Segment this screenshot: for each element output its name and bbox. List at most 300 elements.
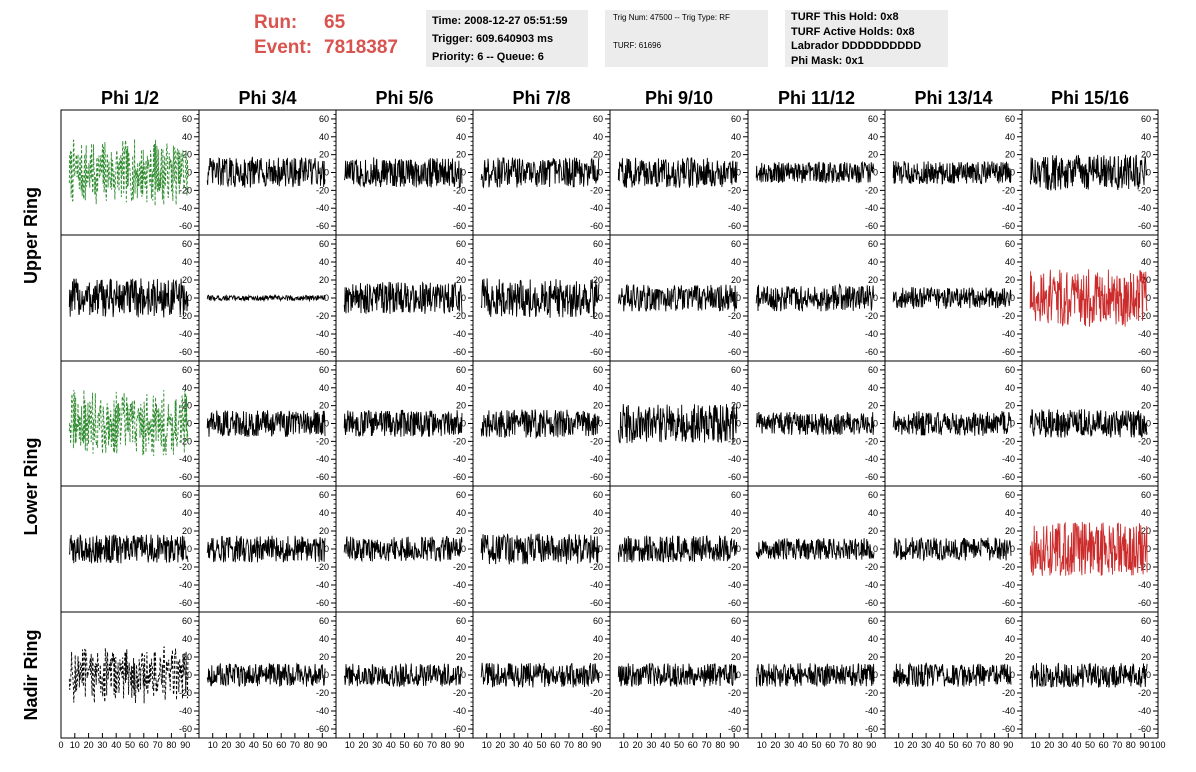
x-tick-label: 60 [138,740,149,750]
y-tick-label: 0 [460,544,466,554]
y-tick-label: 0 [186,418,192,429]
y-tick-label: 20 [730,652,741,662]
y-tick-label: -60 [315,221,329,232]
y-tick-label: 40 [455,382,466,393]
panel-frame [199,110,336,235]
column-header-7: Phi 13/14 [914,88,993,108]
panel-frame [1022,361,1158,486]
waveform-r2-c6 [756,285,874,312]
y-tick-label: -40 [315,580,329,590]
ring-label-1: Upper Ring [21,187,41,284]
y-tick-label: 40 [730,257,741,267]
y-tick-label: 0 [872,293,878,303]
y-tick-label: 60 [867,113,878,124]
x-tick-label: 30 [509,740,520,750]
column-header-4: Phi 7/8 [512,88,571,108]
y-tick-label: 40 [1140,508,1151,518]
y-tick-label: -20 [1001,311,1015,321]
x-tick-label: 20 [1044,740,1055,750]
y-tick-label: 0 [872,167,878,178]
labrador-text: Labrador DDDDDDDDDD [791,40,922,52]
y-tick-label: -60 [315,724,329,734]
waveform-r2-c3 [344,282,462,314]
y-tick-label: -40 [178,580,192,590]
y-tick-label: 0 [186,293,192,303]
y-tick-label: 60 [1004,113,1015,124]
y-tick-label: 20 [592,275,603,285]
y-tick-label: 0 [872,670,878,680]
x-tick-label: 80 [1125,740,1136,750]
priority-text: Priority: 6 -- Queue: 6 [432,51,544,63]
y-tick-label: 20 [730,400,741,411]
waveform-r1-c2 [207,157,325,187]
y-tick-label: -20 [1137,562,1151,572]
x-tick-label: 10 [344,740,355,750]
x-tick-label: 90 [729,740,740,750]
y-tick-label: 40 [592,508,603,518]
y-tick-label: 60 [867,364,878,375]
y-tick-label: 60 [730,364,741,375]
x-tick-label: 20 [358,740,369,750]
y-tick-label: -20 [452,311,466,321]
trigger-text: Trigger: 609.640903 ms [432,33,554,45]
y-tick-label: 60 [730,616,741,626]
y-tick-label: 40 [455,131,466,142]
x-tick-label: 60 [276,740,287,750]
y-tick-label: 60 [1140,113,1151,124]
y-tick-label: -40 [589,580,603,590]
column-header-3: Phi 5/6 [375,88,434,108]
y-tick-label: -20 [589,185,603,196]
y-tick-label: -40 [727,203,741,214]
y-tick-label: 0 [1009,544,1015,554]
waveform-r3-c1 [69,390,188,456]
y-tick-label: 20 [730,149,741,160]
turf-this-hold-text: TURF This Hold: 0x8 [791,11,899,23]
y-tick-label: -40 [864,203,878,214]
y-tick-label: -40 [178,329,192,339]
y-tick-label: -40 [452,329,466,339]
y-tick-label: 20 [867,149,878,160]
y-tick-label: 0 [460,293,466,303]
y-tick-label: -20 [452,436,466,447]
waveform-r1-c7 [893,161,1011,184]
y-tick-label: 0 [323,293,329,303]
y-tick-label: -60 [452,221,466,232]
y-tick-label: 20 [867,400,878,411]
y-tick-label: 40 [318,131,329,142]
y-tick-label: 40 [318,508,329,518]
y-tick-label: 20 [1140,149,1151,160]
y-tick-label: 20 [1004,652,1015,662]
y-tick-label: 0 [872,418,878,429]
x-tick-label: 70 [975,740,986,750]
y-tick-label: -60 [1137,347,1151,357]
y-tick-label: 0 [186,544,192,554]
y-tick-label: 0 [186,167,192,178]
y-tick-label: -40 [1001,706,1015,716]
x-tick-label: 80 [989,740,1000,750]
x-tick-label: 20 [221,740,232,750]
turf-active-holds-text: TURF Active Holds: 0x8 [791,25,915,38]
y-tick-label: 0 [1009,670,1015,680]
y-tick-label: 60 [1004,490,1015,500]
y-tick-label: -20 [178,185,192,196]
y-tick-label: -60 [589,472,603,483]
y-tick-label: 40 [1004,508,1015,518]
waveform-r3-c6 [756,412,874,435]
y-tick-label: -40 [727,580,741,590]
waveform-r3-c4 [481,410,599,438]
y-tick-label: 20 [455,149,466,160]
y-tick-label: -20 [864,436,878,447]
y-tick-label: -40 [727,454,741,465]
column-header-1: Phi 1/2 [100,88,160,108]
y-tick-label: 40 [455,508,466,518]
y-tick-label: 60 [1140,616,1151,626]
x-tick-label: 30 [1057,740,1068,750]
y-tick-label: -20 [1001,436,1015,447]
y-tick-label: -20 [727,688,741,698]
y-tick-label: -40 [1137,580,1151,590]
x-tick-label: 20 [632,740,643,750]
y-tick-label: 60 [181,239,192,249]
x-tick-label: 70 [426,740,437,750]
waveform-r3-c3 [344,410,462,437]
waveform-r2-c5 [618,285,737,312]
y-tick-label: 0 [1145,167,1151,178]
y-tick-label: 40 [730,508,741,518]
waveform-r1-c1 [69,139,188,206]
waveform-r1-c3 [344,157,462,187]
x-tick-label: 50 [124,740,136,750]
y-tick-label: 60 [592,364,603,375]
waveform-r5-c4 [481,663,599,688]
y-tick-label: -20 [178,311,192,321]
y-tick-label: -60 [452,724,466,734]
y-tick-label: 0 [460,670,466,680]
x-tick-label: 90 [454,740,465,750]
y-tick-label: 60 [1004,239,1015,249]
x-tick-label: 60 [687,740,698,750]
trig-num-text: Trig Num: 47500 -- Trig Type: RF [613,13,730,22]
y-tick-label: 20 [318,652,329,662]
waveform-r3-c2 [207,410,325,437]
y-tick-label: 40 [1004,257,1015,267]
y-tick-label: -60 [727,221,741,232]
waveform-r1-c6 [756,162,874,183]
y-tick-label: 20 [181,400,192,411]
y-tick-label: 20 [181,652,192,662]
y-tick-label: 60 [181,490,192,500]
y-tick-label: -40 [1001,329,1015,339]
x-tick-label: 80 [166,740,177,750]
y-tick-label: -20 [178,562,192,572]
y-tick-label: -20 [864,688,878,698]
run-value: 65 [324,12,346,33]
x-tick-label: 60 [550,740,561,750]
waveform-r2-c7 [893,287,1011,309]
y-tick-label: 40 [730,131,741,142]
y-tick-label: -20 [315,311,329,321]
y-tick-label: 60 [867,616,878,626]
y-tick-label: 60 [730,490,741,500]
y-tick-label: 60 [318,113,329,124]
y-tick-label: 0 [1145,293,1151,303]
waveform-r1-c4 [481,157,599,187]
x-tick-label: 70 [289,740,300,750]
y-tick-label: 40 [1140,131,1151,142]
y-tick-label: 60 [1140,490,1151,500]
y-tick-label: 20 [181,275,192,285]
y-tick-label: 0 [186,670,192,680]
column-header-8: Phi 15/16 [1050,88,1130,108]
y-tick-label: 40 [318,382,329,393]
y-tick-label: -60 [178,221,192,232]
y-tick-label: 40 [1140,634,1151,644]
x-tick-label: 90 [1139,740,1150,750]
y-tick-label: -20 [727,562,741,572]
y-tick-label: 60 [730,239,741,249]
y-tick-label: 60 [592,239,603,249]
x-tick-label: 30 [372,740,383,750]
y-tick-label: -60 [178,347,192,357]
y-tick-label: -60 [864,724,878,734]
y-tick-label: -20 [589,436,603,447]
y-tick-label: 20 [455,652,466,662]
y-tick-label: 40 [730,382,741,393]
x-tick-label: 40 [111,740,122,750]
y-tick-label: -20 [727,311,741,321]
y-tick-label: -20 [589,311,603,321]
turf-text: TURF: 61696 [613,41,662,50]
x-tick-label: 100 [1150,740,1166,750]
y-tick-label: -60 [864,221,878,232]
y-tick-label: -20 [178,436,192,447]
y-tick-label: 40 [455,634,466,644]
y-tick-label: 20 [1140,400,1151,411]
y-tick-label: 60 [592,490,603,500]
y-tick-label: 20 [1004,275,1015,285]
y-tick-label: -60 [452,598,466,608]
y-tick-label: -60 [1137,472,1151,483]
y-tick-label: 20 [1140,526,1151,536]
x-tick-label: 20 [907,740,918,750]
waveform-r4-c4 [481,534,599,565]
y-tick-label: 0 [323,544,329,554]
column-header-5: Phi 9/10 [644,88,714,108]
waveform-r5-c1 [69,647,188,704]
y-tick-label: 60 [1140,239,1151,249]
x-tick-label: 10 [69,740,80,750]
y-tick-label: -60 [864,472,878,483]
y-tick-label: -60 [315,472,329,483]
x-tick-label: 30 [97,740,108,750]
y-tick-label: 60 [592,113,603,124]
x-tick-label: 90 [866,740,877,750]
y-tick-label: -40 [864,706,878,716]
x-tick-label: 40 [660,740,671,750]
y-tick-label: 20 [730,275,741,285]
waveform-r3-c7 [893,411,1011,436]
y-tick-label: -40 [1001,454,1015,465]
y-tick-label: 40 [181,634,192,644]
column-header-6: Phi 11/12 [777,88,856,108]
x-tick-label: 30 [235,740,246,750]
y-tick-label: 0 [735,293,741,303]
y-tick-label: -20 [1001,562,1015,572]
y-tick-label: 20 [318,526,329,536]
y-tick-label: -20 [864,311,878,321]
y-tick-label: -40 [864,329,878,339]
waveform-r5-c2 [207,663,325,686]
waveform-r3-c8 [1030,409,1147,437]
y-tick-label: -40 [727,329,741,339]
x-tick-label: 40 [385,740,396,750]
y-tick-label: -40 [315,706,329,716]
y-tick-label: -40 [452,454,466,465]
y-tick-label: 0 [1145,670,1151,680]
y-tick-label: 0 [735,418,741,429]
x-tick-label: 90 [180,740,191,750]
waveform-r5-c7 [893,663,1011,686]
x-tick-label: 30 [784,740,795,750]
y-tick-label: 40 [181,131,192,142]
ring-label-2: Lower Ring [21,437,41,536]
y-tick-label: 20 [1004,400,1015,411]
x-tick-label: 70 [1112,740,1123,750]
y-tick-label: 60 [455,616,466,626]
y-tick-label: 60 [1004,364,1015,375]
y-tick-label: -60 [178,598,192,608]
x-tick-label: 70 [152,740,163,750]
y-tick-label: 40 [318,257,329,267]
x-tick-label: 40 [1071,740,1082,750]
x-tick-label: 50 [673,740,685,750]
x-tick-label: 90 [591,740,602,750]
x-tick-label: 10 [481,740,492,750]
y-tick-label: 0 [597,167,603,178]
waveform-r3-c5 [618,404,737,443]
y-tick-label: -60 [1137,598,1151,608]
y-tick-label: -20 [1137,436,1151,447]
y-tick-label: -40 [1001,580,1015,590]
y-tick-label: 60 [318,490,329,500]
y-tick-label: 0 [460,167,466,178]
y-tick-label: -40 [1137,329,1151,339]
y-tick-label: -40 [1137,706,1151,716]
y-tick-label: 20 [318,149,329,160]
x-tick-label: 60 [825,740,836,750]
y-tick-label: -40 [1137,454,1151,465]
y-tick-label: -60 [1001,598,1015,608]
ring-label-3: Nadir Ring [21,629,41,721]
y-tick-label: 60 [592,616,603,626]
y-tick-label: -20 [315,562,329,572]
y-tick-label: 60 [730,113,741,124]
x-tick-label: 50 [262,740,273,750]
y-tick-label: 20 [592,526,603,536]
y-tick-label: -60 [315,598,329,608]
y-tick-label: 0 [1009,167,1015,178]
y-tick-label: 40 [730,634,741,644]
waveform-r4-c3 [344,536,462,561]
waveform-r2-c4 [481,278,599,317]
x-tick-label: 90 [1003,740,1014,750]
y-tick-label: -20 [452,185,466,196]
y-tick-label: -60 [178,724,192,734]
x-tick-label: 50 [399,740,410,750]
y-tick-label: -60 [1001,472,1015,483]
y-tick-label: 20 [1004,149,1015,160]
event-label: Event: [254,37,313,58]
y-tick-label: -40 [178,454,192,465]
y-tick-label: -20 [727,436,741,447]
y-tick-label: -40 [589,203,603,214]
y-tick-label: 20 [867,275,878,285]
y-tick-label: -40 [864,454,878,465]
y-tick-label: -40 [452,203,466,214]
waveform-r2-c1 [69,278,188,317]
y-tick-label: 20 [592,652,603,662]
y-tick-label: -60 [727,347,741,357]
x-tick-label: 50 [948,740,959,750]
y-tick-label: 0 [323,167,329,178]
column-header-2: Phi 3/4 [238,88,297,108]
y-tick-label: -60 [589,598,603,608]
waveform-r4-c8 [1030,522,1147,576]
y-tick-label: -20 [1001,688,1015,698]
y-tick-label: 20 [455,400,466,411]
x-tick-label: 40 [248,740,259,750]
x-tick-label: 40 [934,740,945,750]
y-tick-label: 40 [592,382,603,393]
y-tick-label: 40 [867,131,878,142]
y-tick-label: -60 [452,347,466,357]
x-tick-label: 10 [618,740,629,750]
x-tick-label: 40 [797,740,808,750]
waveform-r4-c2 [207,536,325,563]
y-tick-label: 20 [318,400,329,411]
y-tick-label: -20 [864,185,878,196]
y-tick-label: 40 [1004,131,1015,142]
event-value: 7818387 [324,37,398,58]
y-tick-label: 0 [1009,418,1015,429]
y-tick-label: -20 [864,562,878,572]
x-tick-label: 60 [1098,740,1109,750]
y-tick-label: 20 [867,652,878,662]
y-tick-label: 40 [592,634,603,644]
y-tick-label: 0 [1145,544,1151,554]
x-tick-label: 70 [563,740,574,750]
y-tick-label: -40 [1137,203,1151,214]
y-tick-label: 60 [181,364,192,375]
y-tick-label: 60 [455,113,466,124]
y-tick-label: -60 [315,347,329,357]
y-tick-label: 20 [730,526,741,536]
y-tick-label: 20 [1004,526,1015,536]
y-tick-label: -20 [589,562,603,572]
y-tick-label: 40 [1004,634,1015,644]
y-tick-label: 40 [318,634,329,644]
y-tick-label: -20 [1001,185,1015,196]
y-tick-label: 0 [597,670,603,680]
y-tick-label: -60 [178,472,192,483]
y-tick-label: 0 [1145,418,1151,429]
y-tick-label: -40 [1001,203,1015,214]
y-tick-label: -20 [589,688,603,698]
waveform-r4-c1 [69,535,188,564]
